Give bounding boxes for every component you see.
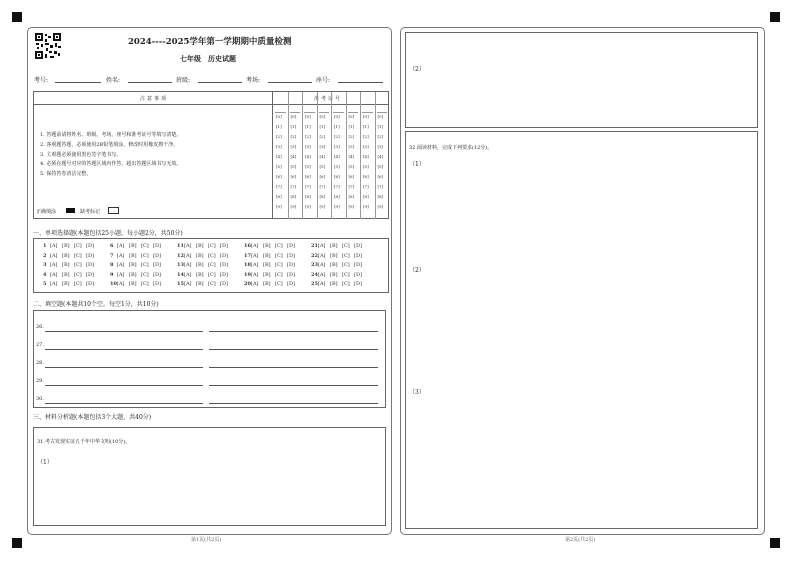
answer-bubble[interactable]: [B] xyxy=(263,271,271,278)
exam-id-bubble[interactable]: [5] xyxy=(348,164,355,169)
multiple-choice-grid xyxy=(33,238,389,293)
answer-bubble[interactable]: [D] xyxy=(354,243,362,249)
blank-30-b[interactable] xyxy=(209,403,378,404)
answer-bubble[interactable]: [A] xyxy=(318,281,326,287)
answer-bubble[interactable]: [C] xyxy=(74,271,82,278)
answer-bubble[interactable]: [A] xyxy=(184,243,192,249)
question-number: 18 xyxy=(244,262,251,268)
question-number: 13 xyxy=(177,262,184,268)
answer-bubble[interactable]: [A] xyxy=(50,271,58,278)
exam-id-write-box[interactable] xyxy=(333,107,344,113)
exam-id-bubble[interactable]: [1] xyxy=(319,124,326,129)
answer-bubble[interactable]: [C] xyxy=(342,243,350,249)
question-number: 10 xyxy=(110,281,117,287)
answer-bubble[interactable]: [D] xyxy=(354,281,362,287)
exam-id-bubble[interactable]: [9] xyxy=(305,204,311,209)
answer-bubble[interactable]: [C] xyxy=(275,252,283,259)
notice-item-4: 4. 必须在题号对应的答题区域内作答，超出答题区域书写无效。 xyxy=(40,161,182,167)
blank-26-b[interactable] xyxy=(209,331,378,332)
field-class-label: 班级: xyxy=(176,77,191,84)
exam-id-bubble[interactable]: [9] xyxy=(290,204,297,209)
exam-id-bubble[interactable]: [0] xyxy=(276,114,282,119)
answer-bubble[interactable]: [B] xyxy=(129,262,137,268)
fill-correct-label: 正确填涂 xyxy=(36,209,57,215)
exam-id-bubble[interactable]: [3] xyxy=(363,144,369,149)
answer-bubble[interactable]: [A] xyxy=(318,252,326,259)
answer-bubble[interactable]: [B] xyxy=(62,281,70,287)
answer-bubble[interactable]: [C] xyxy=(342,262,350,268)
registration-mark-top-right xyxy=(770,12,780,22)
exam-id-bubble[interactable]: [0] xyxy=(305,114,311,119)
blank-30-number: 30. xyxy=(36,396,44,402)
answer-bubble[interactable]: [B] xyxy=(129,243,137,249)
answer-bubble[interactable]: [C] xyxy=(275,262,283,268)
exam-id-bubble[interactable]: [0] xyxy=(334,114,340,119)
answer-bubble[interactable]: [D] xyxy=(153,262,161,268)
question-number: 23 xyxy=(311,262,318,268)
answer-bubble[interactable]: [C] xyxy=(74,243,82,249)
answer-bubble[interactable]: [C] xyxy=(141,243,149,249)
blank-28-number: 28. xyxy=(36,360,44,366)
q31-sub2-answer-box[interactable] xyxy=(405,32,758,128)
answer-bubble[interactable]: [A] xyxy=(251,243,259,249)
question-number: 24 xyxy=(311,271,318,278)
answer-bubble[interactable]: [A] xyxy=(251,262,259,268)
answer-bubble[interactable]: [D] xyxy=(86,281,94,287)
exam-id-bubble[interactable]: [4] xyxy=(377,154,384,159)
answer-bubble[interactable]: [B] xyxy=(330,252,338,259)
exam-id-bubble[interactable]: [3] xyxy=(348,144,355,149)
exam-id-column-divider xyxy=(346,92,347,219)
section1-title: 一、单项选择题(本题包括25小题，每小题2分，共50分) xyxy=(33,230,183,237)
q31-sub1-label: （1） xyxy=(37,459,53,466)
exam-id-write-box[interactable] xyxy=(304,107,315,113)
answer-bubble[interactable]: [C] xyxy=(141,281,149,287)
answer-bubble[interactable]: [B] xyxy=(129,281,137,287)
question-number: 22 xyxy=(311,252,318,259)
exam-id-bubble[interactable]: [4] xyxy=(276,154,282,159)
field-exam-number-input[interactable] xyxy=(55,82,101,83)
answer-bubble[interactable]: [B] xyxy=(330,262,338,268)
exam-id-bubble-grid xyxy=(273,105,389,219)
answer-bubble[interactable]: [B] xyxy=(330,271,338,278)
answer-bubble[interactable]: [D] xyxy=(220,262,228,268)
answer-bubble[interactable]: [D] xyxy=(86,252,94,259)
exam-id-bubble[interactable]: [7] xyxy=(319,184,326,189)
exam-subtitle: 七年级 历史试题 xyxy=(180,54,236,63)
notice-item-5: 5. 保持答卷清洁完整。 xyxy=(40,171,92,177)
answer-bubble[interactable]: [C] xyxy=(141,262,149,268)
answer-bubble[interactable]: [C] xyxy=(74,262,82,268)
exam-id-bubble[interactable]: [8] xyxy=(290,194,297,199)
question-number: 1 xyxy=(43,243,47,249)
exam-id-write-box[interactable] xyxy=(275,107,286,113)
blank-29-b[interactable] xyxy=(209,385,378,386)
q32-sub3-label: （3） xyxy=(409,389,425,396)
section2-box xyxy=(33,310,386,408)
answer-bubble[interactable]: [A] xyxy=(117,262,125,268)
answer-bubble[interactable]: [B] xyxy=(196,281,204,287)
answer-bubble[interactable]: [C] xyxy=(342,252,350,259)
answer-bubble[interactable]: [A] xyxy=(50,262,58,268)
exam-id-bubble[interactable]: [6] xyxy=(319,174,326,179)
notice-header: 注意事项 xyxy=(140,96,169,102)
exam-id-bubble[interactable]: [3] xyxy=(334,144,340,149)
exam-id-bubble[interactable]: [6] xyxy=(305,174,311,179)
answer-bubble[interactable]: [D] xyxy=(354,271,362,278)
footer-right-page: 第2页(共2页) xyxy=(565,537,596,543)
question-number: 8 xyxy=(110,262,114,268)
exam-id-bubble[interactable]: [4] xyxy=(305,154,311,159)
answer-bubble[interactable]: [D] xyxy=(153,252,161,259)
answer-bubble[interactable]: [A] xyxy=(251,271,259,278)
exam-id-bubble[interactable]: [7] xyxy=(348,184,355,189)
question-number: 21 xyxy=(311,243,318,249)
exam-id-bubble[interactable]: [9] xyxy=(363,204,369,209)
exam-id-bubble[interactable]: [2] xyxy=(305,134,311,139)
answer-bubble[interactable]: [A] xyxy=(318,271,326,278)
exam-id-bubble[interactable]: [8] xyxy=(377,194,384,199)
question-number: 14 xyxy=(177,271,184,278)
answer-bubble[interactable]: [A] xyxy=(117,252,125,259)
exam-id-bubble[interactable]: [4] xyxy=(363,154,369,159)
exam-id-bubble[interactable]: [4] xyxy=(290,154,297,159)
exam-id-bubble[interactable]: [6] xyxy=(377,174,384,179)
exam-id-bubble[interactable]: [8] xyxy=(348,194,355,199)
q31-sub2-label: （2） xyxy=(409,66,425,73)
answer-bubble[interactable]: [D] xyxy=(287,281,295,287)
exam-id-bubble[interactable]: [4] xyxy=(334,154,340,159)
question-number: 2 xyxy=(43,252,47,259)
registration-mark-bottom-left xyxy=(12,538,22,548)
answer-bubble[interactable]: [D] xyxy=(220,252,228,259)
answer-bubble[interactable]: [C] xyxy=(74,252,82,259)
exam-id-bubble[interactable]: [9] xyxy=(377,204,384,209)
answer-bubble[interactable]: [C] xyxy=(74,281,82,287)
exam-id-column-divider xyxy=(375,92,376,219)
answer-bubble[interactable]: [D] xyxy=(153,243,161,249)
question-number: 15 xyxy=(177,281,184,287)
answer-bubble[interactable]: [B] xyxy=(196,243,204,249)
answer-bubble[interactable]: [C] xyxy=(208,271,216,278)
exam-id-bubble[interactable]: [7] xyxy=(305,184,311,189)
question-number: 6 xyxy=(110,243,114,249)
exam-id-bubble[interactable]: [7] xyxy=(377,184,384,189)
question-number: 20 xyxy=(244,281,251,287)
exam-id-bubble[interactable]: [5] xyxy=(276,164,282,169)
answer-bubble[interactable]: [A] xyxy=(251,252,259,259)
blank-30-a[interactable] xyxy=(45,403,203,404)
question-number: 9 xyxy=(110,271,114,278)
blank-26-number: 26. xyxy=(36,324,44,330)
exam-id-bubble[interactable]: [2] xyxy=(348,134,355,139)
exam-id-bubble[interactable]: [3] xyxy=(290,144,297,149)
footer-left-page: 第1页(共2页) xyxy=(191,537,222,543)
exam-id-bubble[interactable]: [7] xyxy=(290,184,297,189)
answer-bubble[interactable]: [A] xyxy=(184,252,192,259)
answer-bubble[interactable]: [C] xyxy=(275,281,283,287)
exam-id-bubble[interactable]: [1] xyxy=(363,124,369,129)
q32-prompt: 32.阅读材料，完成下列要求(12分)。 xyxy=(409,145,493,151)
answer-bubble[interactable]: [A] xyxy=(117,271,125,278)
answer-bubble[interactable]: [D] xyxy=(153,271,161,278)
answer-bubble[interactable]: [D] xyxy=(287,252,295,259)
field-name-input[interactable] xyxy=(128,82,172,83)
answer-bubble[interactable]: [A] xyxy=(318,262,326,268)
exam-id-bubble[interactable]: [2] xyxy=(334,134,340,139)
answer-bubble[interactable]: [B] xyxy=(129,252,137,259)
answer-bubble[interactable]: [D] xyxy=(354,262,362,268)
exam-id-write-box[interactable] xyxy=(362,107,373,113)
answer-bubble[interactable]: [C] xyxy=(342,271,350,278)
answer-bubble[interactable]: [D] xyxy=(86,243,94,249)
section3-title: 三、材料分析题(本题包括3个大题，共40分) xyxy=(33,414,152,421)
notice-item-2: 2. 客观题答题，必须使用2B铅笔填涂，修改时用橡皮擦干净。 xyxy=(40,142,179,148)
exam-id-bubble[interactable]: [4] xyxy=(348,154,355,159)
exam-id-bubble[interactable]: [0] xyxy=(319,114,326,119)
exam-id-write-box[interactable] xyxy=(348,107,359,113)
exam-id-bubble[interactable]: [0] xyxy=(363,114,369,119)
exam-id-column-divider xyxy=(302,92,303,219)
answer-bubble[interactable]: [A] xyxy=(117,281,125,287)
answer-bubble[interactable]: [B] xyxy=(196,262,204,268)
exam-id-bubble[interactable]: [2] xyxy=(290,134,297,139)
answer-bubble[interactable]: [B] xyxy=(129,271,137,278)
answer-bubble[interactable]: [B] xyxy=(263,262,271,268)
exam-id-bubble[interactable]: [8] xyxy=(334,194,340,199)
answer-bubble[interactable]: [D] xyxy=(153,281,161,287)
blank-26-a[interactable] xyxy=(45,331,203,332)
field-seat-label: 座号: xyxy=(316,77,331,84)
fill-correct-sample xyxy=(66,208,75,213)
exam-id-bubble[interactable]: [6] xyxy=(334,174,340,179)
answer-bubble[interactable]: [A] xyxy=(184,271,192,278)
exam-id-bubble[interactable]: [6] xyxy=(290,174,297,179)
exam-id-bubble[interactable]: [8] xyxy=(305,194,311,199)
field-seat-input[interactable] xyxy=(338,82,383,83)
exam-id-column-divider xyxy=(331,92,332,219)
answer-bubble[interactable]: [B] xyxy=(330,243,338,249)
answer-bubble[interactable]: [D] xyxy=(287,271,295,278)
question-number: 5 xyxy=(43,281,47,287)
question-number: 12 xyxy=(177,252,184,259)
exam-id-bubble[interactable]: [2] xyxy=(377,134,384,139)
exam-id-write-box[interactable] xyxy=(319,107,330,113)
answer-bubble[interactable]: [A] xyxy=(117,243,125,249)
exam-id-bubble[interactable]: [3] xyxy=(319,144,326,149)
exam-id-column-divider xyxy=(288,92,289,219)
exam-id-bubble[interactable]: [0] xyxy=(377,114,384,119)
exam-id-bubble[interactable]: [9] xyxy=(276,204,282,209)
notice-item-1: 1. 答题前请将姓名、班级、考场、座号和准考证号等填写清楚。 xyxy=(40,132,182,138)
exam-id-bubble[interactable]: [5] xyxy=(305,164,311,169)
blank-28-b[interactable] xyxy=(209,367,378,368)
exam-id-bubble[interactable]: [1] xyxy=(348,124,355,129)
exam-id-bubble[interactable]: [1] xyxy=(290,124,297,129)
exam-id-bubble[interactable]: [3] xyxy=(276,144,282,149)
q32-sub2-label: （2） xyxy=(409,267,425,274)
answer-bubble[interactable]: [B] xyxy=(62,252,70,259)
field-name-label: 姓名: xyxy=(106,77,121,84)
answer-bubble[interactable]: [A] xyxy=(318,243,326,249)
answer-bubble[interactable]: [B] xyxy=(62,271,70,278)
answer-bubble[interactable]: [C] xyxy=(208,262,216,268)
blank-27-b[interactable] xyxy=(209,349,378,350)
question-number: 11 xyxy=(177,243,184,249)
answer-bubble[interactable]: [A] xyxy=(50,243,58,249)
exam-id-bubble[interactable]: [0] xyxy=(290,114,297,119)
exam-id-bubble[interactable]: [1] xyxy=(305,124,311,129)
q32-sub1-label: （1） xyxy=(409,161,425,168)
exam-id-bubble[interactable]: [0] xyxy=(348,114,355,119)
q32-answer-box[interactable] xyxy=(405,131,758,529)
answer-bubble[interactable]: [B] xyxy=(330,281,338,287)
answer-bubble[interactable]: [C] xyxy=(208,243,216,249)
exam-id-bubble[interactable]: [3] xyxy=(377,144,384,149)
answer-bubble[interactable]: [A] xyxy=(50,281,58,287)
qr-code-icon xyxy=(35,33,61,59)
question-number: 19 xyxy=(244,271,251,278)
answer-bubble[interactable]: [A] xyxy=(184,281,192,287)
answer-bubble[interactable]: [D] xyxy=(86,262,94,268)
answer-bubble[interactable]: [B] xyxy=(196,271,204,278)
field-class-input[interactable] xyxy=(198,82,242,83)
answer-bubble[interactable]: [B] xyxy=(263,243,271,249)
exam-id-bubble[interactable]: [2] xyxy=(276,134,282,139)
blank-27-number: 27. xyxy=(36,342,44,348)
exam-id-bubble[interactable]: [5] xyxy=(334,164,340,169)
answer-bubble[interactable]: [C] xyxy=(141,252,149,259)
absent-mark-checkbox[interactable] xyxy=(108,207,119,214)
answer-bubble[interactable]: [D] xyxy=(220,281,228,287)
field-room-label: 考场: xyxy=(246,77,261,84)
answer-bubble[interactable]: [C] xyxy=(275,271,283,278)
exam-id-bubble[interactable]: [2] xyxy=(363,134,369,139)
exam-id-bubble[interactable]: [5] xyxy=(290,164,297,169)
exam-id-bubble[interactable]: [3] xyxy=(305,144,311,149)
question-number: 17 xyxy=(244,252,251,259)
blank-28-a[interactable] xyxy=(45,367,203,368)
exam-id-header: 准考证号 xyxy=(314,96,343,102)
question-number: 3 xyxy=(43,262,47,268)
exam-id-write-box[interactable] xyxy=(290,107,301,113)
section2-title: 二、填空题(本题共10个空，每空1分，共10分) xyxy=(33,301,159,308)
exam-id-bubble[interactable]: [5] xyxy=(377,164,384,169)
exam-id-bubble[interactable]: [5] xyxy=(363,164,369,169)
exam-id-bubble[interactable]: [4] xyxy=(319,154,326,159)
answer-bubble[interactable]: [C] xyxy=(208,252,216,259)
exam-id-bubble[interactable]: [1] xyxy=(276,124,282,129)
answer-bubble[interactable]: [D] xyxy=(354,252,362,259)
exam-id-bubble[interactable]: [7] xyxy=(334,184,340,189)
absent-mark-label: 缺考标记 xyxy=(80,209,101,215)
exam-id-column-divider xyxy=(360,92,361,219)
exam-title: 2024----2025学年第一学期期中质量检测 xyxy=(128,37,292,47)
exam-id-bubble[interactable]: [1] xyxy=(334,124,340,129)
answer-bubble[interactable]: [B] xyxy=(62,262,70,268)
answer-bubble[interactable]: [B] xyxy=(62,243,70,249)
exam-id-bubble[interactable]: [8] xyxy=(363,194,369,199)
answer-bubble[interactable]: [C] xyxy=(275,243,283,249)
exam-id-column-divider xyxy=(317,92,318,219)
answer-bubble[interactable]: [A] xyxy=(50,252,58,259)
notice-item-3: 3. 主观题必须使用黑色签字笔书写。 xyxy=(40,152,122,158)
exam-id-bubble[interactable]: [8] xyxy=(319,194,326,199)
blank-29-number: 29. xyxy=(36,378,44,384)
blank-27-a[interactable] xyxy=(45,349,203,350)
field-room-input[interactable] xyxy=(268,82,312,83)
exam-id-bubble[interactable]: [9] xyxy=(348,204,355,209)
question-number: 7 xyxy=(110,252,114,259)
answer-bubble[interactable]: [D] xyxy=(220,243,228,249)
answer-bubble[interactable]: [D] xyxy=(287,243,295,249)
answer-bubble[interactable]: [D] xyxy=(86,271,94,278)
answer-bubble[interactable]: [D] xyxy=(220,271,228,278)
exam-id-bubble[interactable]: [6] xyxy=(348,174,355,179)
exam-id-bubble[interactable]: [6] xyxy=(363,174,369,179)
exam-id-bubble[interactable]: [8] xyxy=(276,194,282,199)
question-number: 4 xyxy=(43,271,47,278)
exam-id-write-box[interactable] xyxy=(377,107,388,113)
answer-bubble[interactable]: [C] xyxy=(141,271,149,278)
field-exam-number-label: 考号: xyxy=(34,77,49,84)
answer-bubble[interactable]: [A] xyxy=(184,262,192,268)
exam-id-bubble[interactable]: [7] xyxy=(363,184,369,189)
blank-29-a[interactable] xyxy=(45,385,203,386)
exam-id-bubble[interactable]: [5] xyxy=(319,164,326,169)
question-number: 16 xyxy=(244,243,251,249)
q31-prompt: 31.考古发现实证五千年中华文明(10分)。 xyxy=(37,439,131,445)
question-number: 25 xyxy=(311,281,318,287)
exam-id-bubble[interactable]: [2] xyxy=(319,134,326,139)
exam-id-bubble[interactable]: [6] xyxy=(276,174,282,179)
answer-bubble[interactable]: [B] xyxy=(196,252,204,259)
exam-id-bubble[interactable]: [1] xyxy=(377,124,384,129)
answer-bubble[interactable]: [C] xyxy=(208,281,216,287)
answer-bubble[interactable]: [A] xyxy=(251,281,259,287)
exam-id-bubble[interactable]: [7] xyxy=(276,184,282,189)
exam-id-bubble[interactable]: [9] xyxy=(334,204,340,209)
answer-bubble[interactable]: [B] xyxy=(263,281,271,287)
registration-mark-top-left xyxy=(12,12,22,22)
answer-bubble[interactable]: [B] xyxy=(263,252,271,259)
exam-id-bubble[interactable]: [9] xyxy=(319,204,326,209)
answer-bubble[interactable]: [C] xyxy=(342,281,350,287)
answer-bubble[interactable]: [D] xyxy=(287,262,295,268)
registration-mark-bottom-right xyxy=(770,538,780,548)
